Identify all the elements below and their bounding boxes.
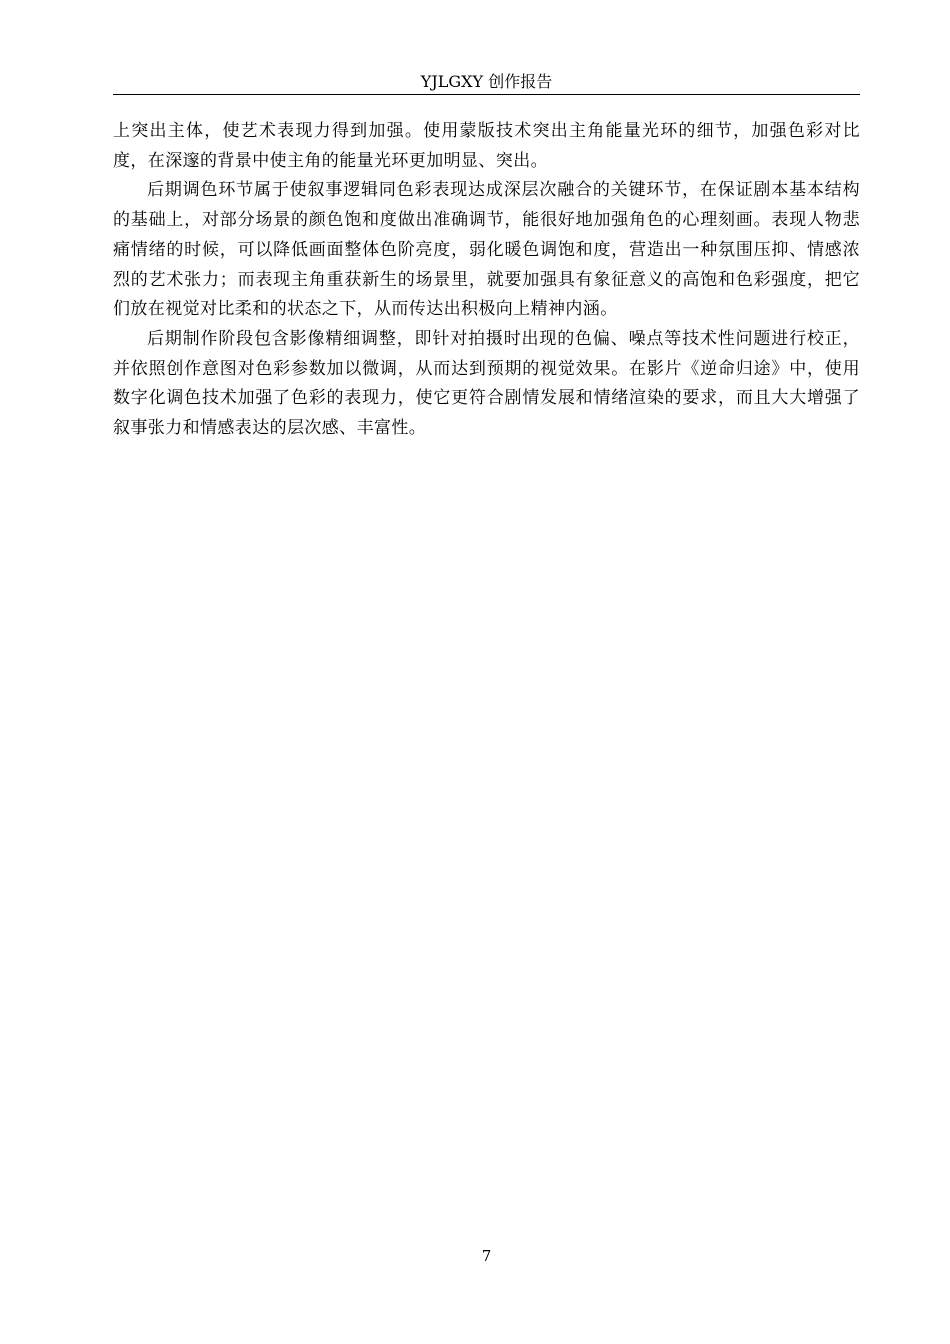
paragraph-post-production: 后期制作阶段包含影像精细调整，即针对拍摄时出现的色偏、噪点等技术性问题进行校正，并依照创作意图对色彩参数加以微调，从而达到预期的视觉效果。在影片《逆命归途》中，使用数字化调色技术加强了色彩的表现力，使它更符合剧情发展和情绪渲染的要求，而且大大增强了叙事张力和情感表达的层次感、丰富性。 bbox=[113, 328, 860, 439]
paragraph-continuation: 上突出主体，使艺术表现力得到加强。使用蒙版技术突出主角能量光环的细节，加强色彩对比度，在深邃的背景中使主角的能量光环更加明显、突出。 bbox=[113, 121, 860, 171]
header-divider bbox=[113, 94, 860, 95]
paragraph-color-grading: 后期调色环节属于使叙事逻辑同色彩表现达成深层次融合的关键环节，在保证剧本基本结构的基础上，对部分场景的颜色饱和度做出准确调节，能很好地加强角色的心理刻画。表现人物悲痛情绪的时候，可以降低画面整体色阶亮度，弱化暖色调饱和度，营造出一种氛围压抑、情感浓烈的艺术张力；而表现主角重获新生的场景里，就要加强具有象征意义的高饱和色彩强度，把它们放在视觉对比柔和的状态之下，从而传达出积极向上精神内涵。 bbox=[113, 180, 860, 320]
page-header-title: YJLGXY 创作报告 bbox=[420, 72, 553, 91]
body-text bbox=[113, 117, 860, 444]
page-number: 7 bbox=[481, 1247, 492, 1265]
